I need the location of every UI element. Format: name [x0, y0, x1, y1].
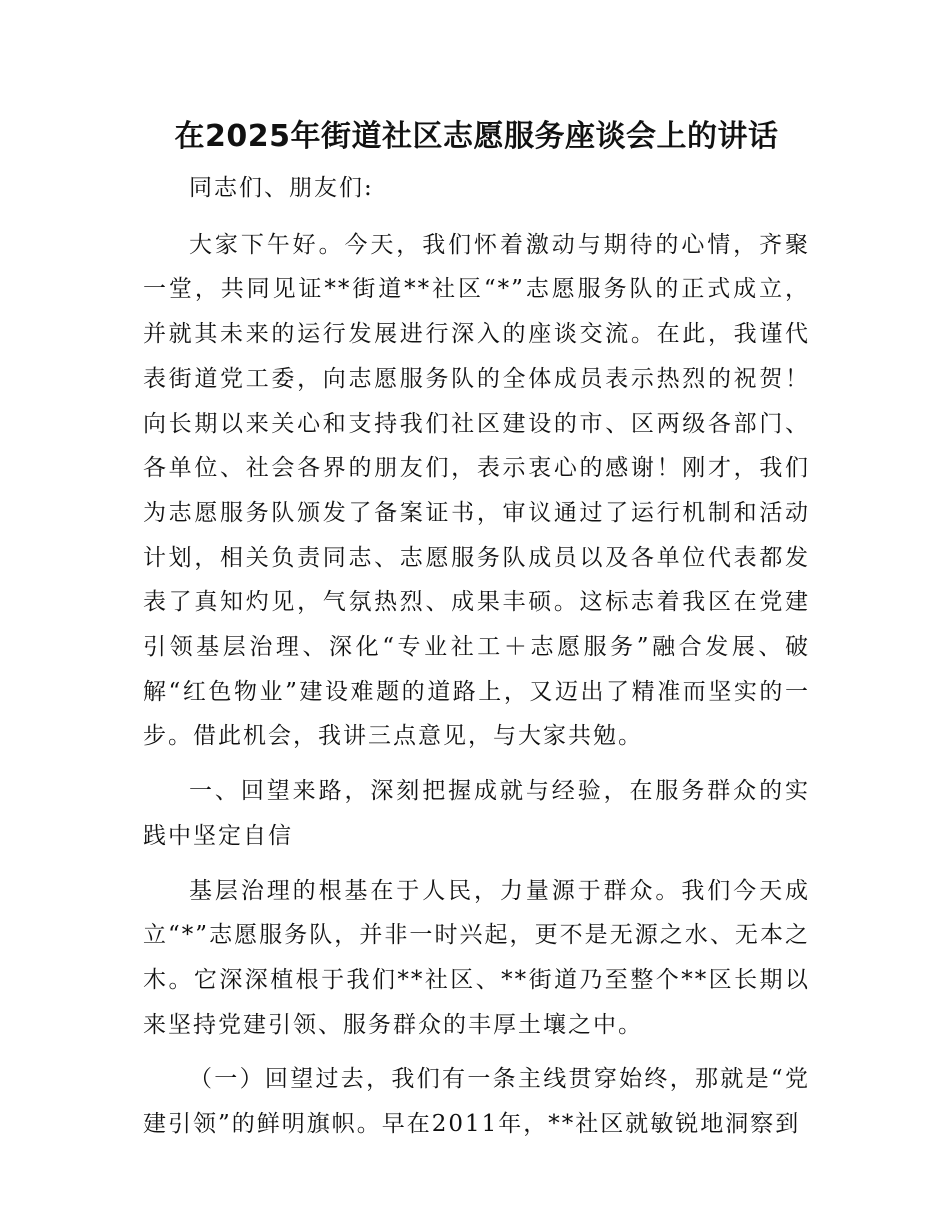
paragraph-subsection-one: （一）回望过去，我们有一条主线贯穿始终，那就是“党建引领”的鲜明旗帜。早在2011年，**社区就敏锐地洞察到: [143, 1066, 810, 1138]
greeting-line: 同志们、朋友们:: [189, 175, 374, 201]
paragraph-foundation: 基层治理的根基在于人民，力量源于群众。我们今天成立“*”志愿服务队，并非一时兴起，更不是无源之水、无本之木。它深深植根于我们**社区、**街道乃至整个**区长期以来坚持党建引领、服务群众的丰厚土壤之中。: [143, 877, 810, 1038]
document-page: [143, 108, 810, 1147]
section-heading-one: 一、回望来路，深刻把握成就与经验，在服务群众的实践中坚定自信: [143, 778, 810, 849]
document-title: 在2025年街道社区志愿服务座谈会上的讲话: [174, 119, 779, 154]
paragraph-opening: 大家下午好。今天，我们怀着激动与期待的心情，齐聚一堂，共同见证**街道**社区“*”志愿服务队的正式成立，并就其未来的运行发展进行深入的座谈交流。在此，我谨代表街道党工委，向志愿服务队的全体成员表示热烈的祝贺！向长期以来关心和支持我们社区建设的市、区两级各部门、各单位、社会各界的朋友们，表示衷心的感谢！刚才，我们为志愿服务队颁发了备案证书，审议通过了运行机制和活动计划，相关负责同志、志愿服务队成员以及各单位代表都发表了真知灼见，气氛热烈、成果丰硕。这标志着我区在党建引领基层治理、深化“专业社工＋志愿服务”融合发展、破解“红色物业”建设难题的道路上，又迈出了精准而坚实的一步。借此机会，我讲三点意见，与大家共勉。: [143, 231, 810, 750]
